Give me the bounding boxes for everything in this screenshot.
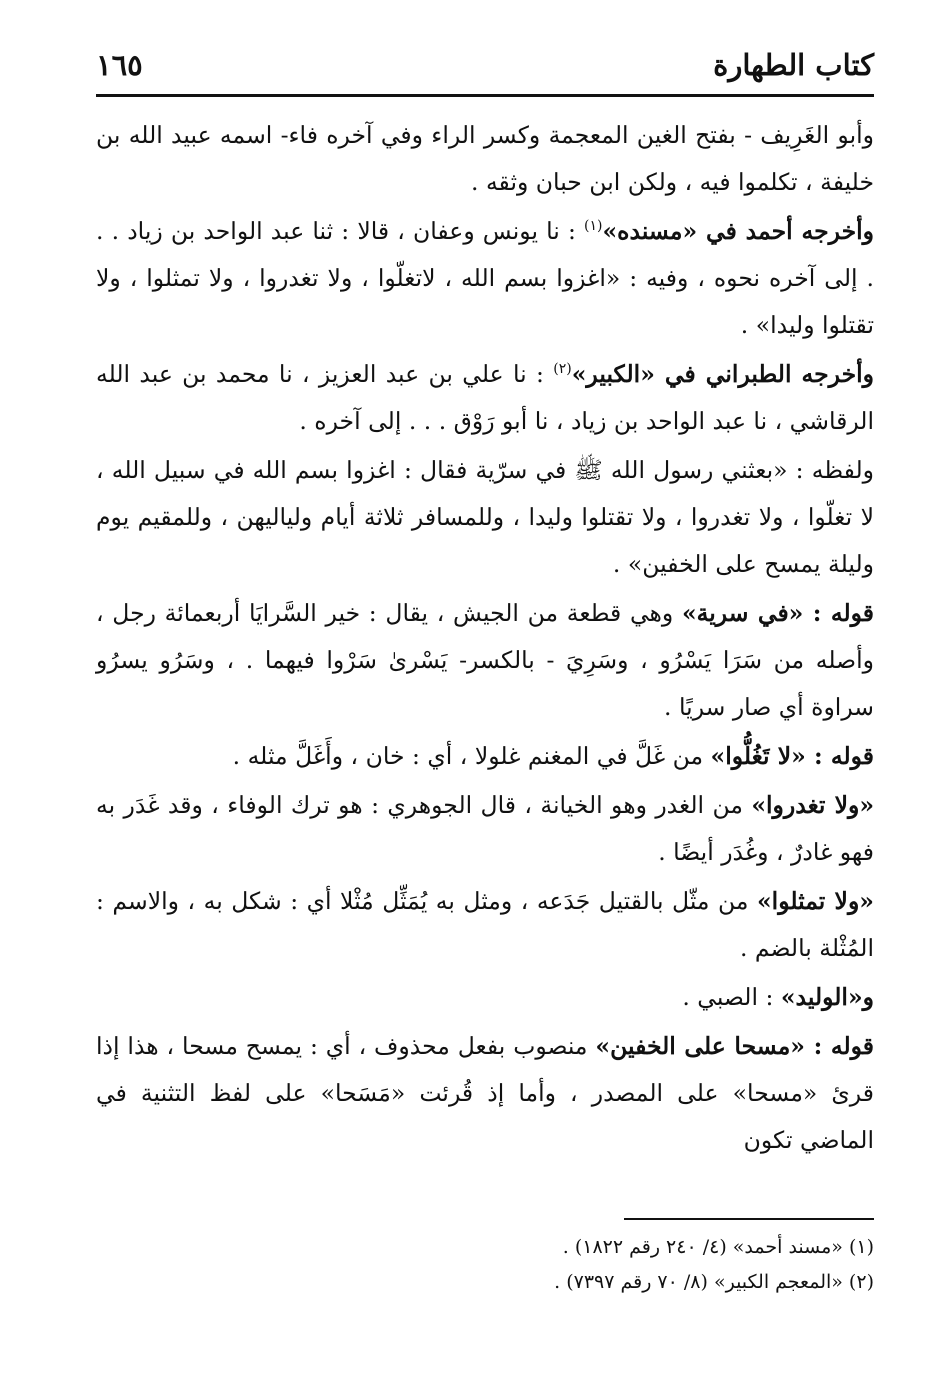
paragraph bbox=[96, 208, 874, 349]
paragraph bbox=[96, 351, 874, 445]
paragraph-text: من مثّل بالقتيل جَدَعه ، ومثل به يُمَثِّل مُثْلا أي : شكل به ، والاسم : المُثْلة بالضم . bbox=[96, 887, 874, 962]
footnote: (١) «مسند أحمد» (٤/ ٢٤٠ رقم ١٨٢٢) . bbox=[562, 1236, 874, 1258]
paragraph bbox=[96, 974, 874, 1021]
paragraph bbox=[96, 782, 874, 876]
paragraph bbox=[96, 112, 874, 206]
chapter-title: كتاب الطهارة bbox=[713, 48, 874, 82]
paragraph bbox=[96, 590, 874, 731]
paragraph-lead: «ولا تغدروا» bbox=[751, 791, 875, 819]
footnotes bbox=[96, 1230, 874, 1300]
paragraph-text: ولفظه : «بعثني رسول الله ﷺ في سرّية فقال : اغزوا بسم الله في سبيل الله ، لا تغلّوا ، ولا تغدروا ، ولا تقتلوا وليدا ، وللمسافر ثلاثة أيام ولياليهن ، وللمقيم يوم وليلة يمسح على الخفين» . bbox=[96, 456, 874, 578]
page-number: ١٦٥ bbox=[96, 48, 143, 82]
paragraph-lead: وأخرجه أحمد في «مسنده» bbox=[602, 217, 874, 245]
paragraph-text: : نا علي بن عبد العزيز ، نا محمد بن عبد الله الرقاشي ، نا عبد الواحد بن زياد ، نا أبو رَوْق . . . إلى آخره . bbox=[96, 360, 874, 435]
running-header bbox=[96, 40, 874, 86]
paragraph-text: : الصبي . bbox=[682, 983, 781, 1011]
paragraph-text: وأبو الغَرِيف - بفتح الغين المعجمة وكسر الراء وفي آخره فاء- اسمه عبيد الله بن خليفة ، تكلموا فيه ، ولكن ابن حبان وثقه . bbox=[96, 121, 874, 196]
footnote-ref: (٢) bbox=[553, 361, 572, 378]
paragraph-text: منصوب بفعل محذوف ، أي : يمسح مسحا ، هذا إذا قرئ «مسحا» على المصدر ، وأما إذ قُرئت «مَسَحا» على لفظ التثنية في الماضي تكون bbox=[96, 1032, 874, 1154]
paragraph bbox=[96, 447, 874, 588]
main-text bbox=[96, 112, 874, 1166]
paragraph bbox=[96, 1023, 874, 1164]
paragraph bbox=[96, 733, 874, 780]
footnote: (٢) «المعجم الكبير» (٨/ ٧٠ رقم ٧٣٩٧) . bbox=[554, 1271, 874, 1293]
paragraph-lead: قوله : «مسحا على الخفين» bbox=[595, 1032, 874, 1060]
paragraph-text: من الغدر وهو الخيانة ، قال الجوهري : هو ترك الوفاء ، وقد غَدَر به فهو غادرٌ ، وغُدَر أيضًا . bbox=[96, 791, 874, 866]
paragraph-lead: قوله : «لا تَغُلُّوا» bbox=[710, 742, 874, 770]
paragraph-lead: و«الوليد» bbox=[780, 983, 874, 1011]
paragraph bbox=[96, 878, 874, 972]
footnote-ref: (١) bbox=[584, 218, 603, 235]
paragraph-lead: «ولا تمثلوا» bbox=[756, 887, 874, 915]
paragraph-text: من غَلَّ في المغنم غلولا ، أي : خان ، وأَغَلَّ مثله . bbox=[232, 742, 711, 770]
paragraph-lead: قوله : «في سرية» bbox=[681, 599, 874, 627]
paragraph-text: : نا يونس وعفان ، قالا : ثنا عبد الواحد بن زياد . . . إلى آخره نحوه ، وفيه : «اغزوا بسم الله ، لاتغلّوا ، ولا تغدروا ، ولا تمثلوا ، ولا تقتلوا وليدا» . bbox=[96, 217, 874, 339]
header-rule bbox=[96, 94, 874, 97]
footnote-rule bbox=[624, 1218, 874, 1220]
paragraph-lead: وأخرجه الطبراني في «الكبير» bbox=[571, 360, 875, 388]
paragraph-text: وهي قطعة من الجيش ، يقال : خير السَّرايَا أربعمائة رجل ، وأصله من سَرَا يَسْرُو ، وسَرِيَ - بالكسر- يَسْرىٰ سَرْوا فيهما . ، وسَرُو يسرُو سراوة أي صار سريًا . bbox=[96, 599, 874, 721]
